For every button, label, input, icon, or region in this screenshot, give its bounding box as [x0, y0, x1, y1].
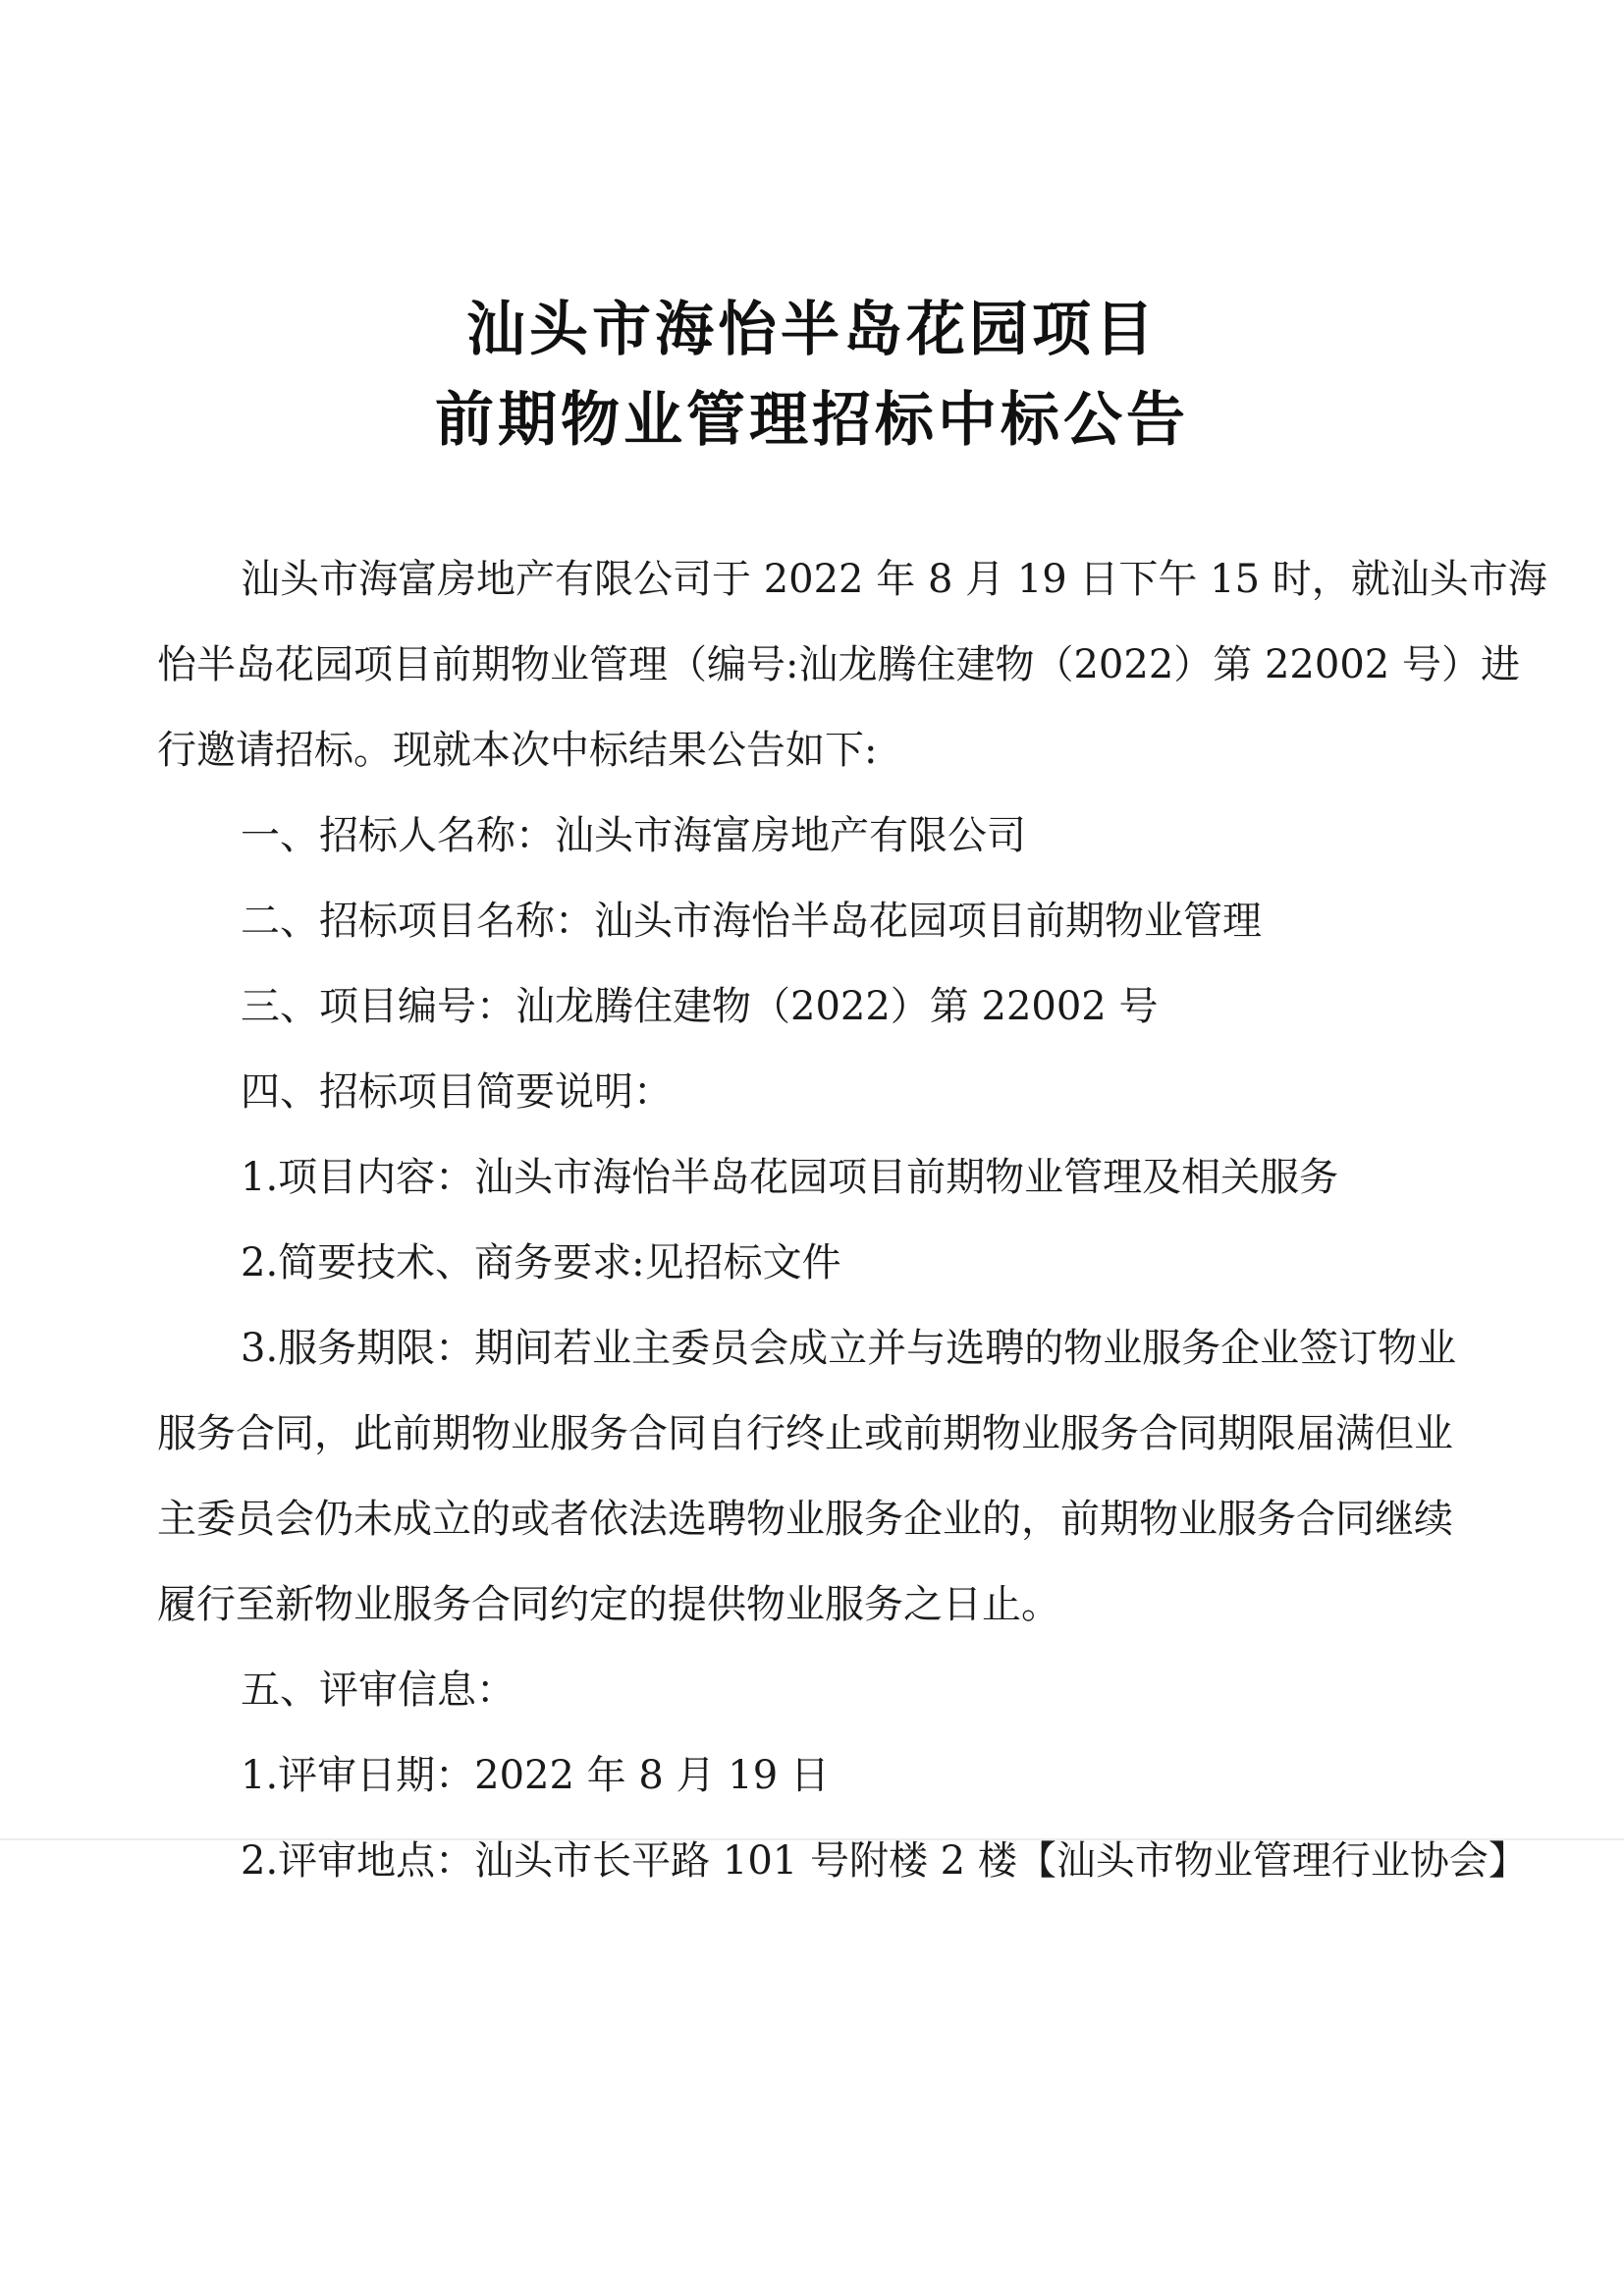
- intro-line-3: 行邀请招标。现就本次中标结果公告如下:: [157, 728, 878, 773]
- section-4-service-period-line-2: 服务合同，此前期物业服务合同自行终止或前期物业服务合同期限届满但业: [157, 1411, 1453, 1456]
- intro-line-2: 怡半岛花园项目前期物业管理（编号:汕龙腾住建物（2022）第 22002 号）进: [157, 642, 1520, 687]
- section-4-heading: 四、招标项目简要说明：: [241, 1069, 673, 1115]
- section-4-service-period-line-4: 履行至新物业服务合同约定的提供物业服务之日止。: [157, 1582, 1060, 1627]
- section-3-project-number: 三、项目编号：汕龙腾住建物（2022）第 22002 号: [241, 984, 1159, 1029]
- section-4-service-period-line-3: 主委员会仍未成立的或者依法选聘物业服务企业的，前期物业服务合同继续: [157, 1497, 1453, 1542]
- section-1-tenderer: 一、招标人名称：汕头市海富房地产有限公司: [241, 813, 1026, 858]
- document-title-line-2: 前期物业管理招标中标公告: [435, 386, 1189, 455]
- document-title-line-1: 汕头市海怡半岛花园项目: [466, 296, 1158, 364]
- section-2-project-name: 二、招标项目名称：汕头市海怡半岛花园项目前期物业管理: [241, 899, 1262, 944]
- section-4-service-period-line-1: 3.服务期限：期间若业主委员会成立并与选聘的物业服务企业签订物业: [241, 1326, 1457, 1371]
- section-5-heading: 五、评审信息：: [241, 1667, 515, 1713]
- section-5-review-location: 2.评审地点：汕头市长平路 101 号附楼 2 楼【汕头市物业管理行业协会】: [241, 1838, 1528, 1884]
- section-4-requirements: 2.简要技术、商务要求:见招标文件: [241, 1240, 841, 1285]
- section-5-review-date: 1.评审日期：2022 年 8 月 19 日: [241, 1753, 830, 1798]
- section-4-content: 1.项目内容：汕头市海怡半岛花园项目前期物业管理及相关服务: [241, 1155, 1339, 1200]
- intro-line-1: 汕头市海富房地产有限公司于 2022 年 8 月 19 日下午 15 时，就汕头市海: [241, 557, 1547, 602]
